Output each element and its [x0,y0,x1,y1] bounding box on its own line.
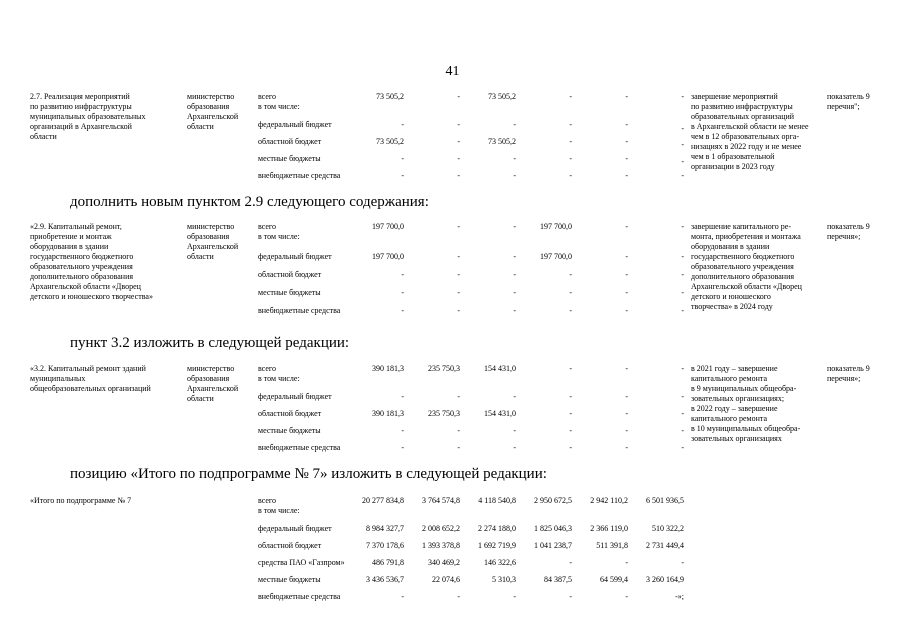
value-cell: 3 764 574,8 [422,496,460,505]
value-cell: - [625,364,628,373]
value-cell: - [457,171,460,180]
text-line: творчества» в 2024 году [691,302,773,311]
source-local: местные бюджеты [258,575,321,584]
value-cell: 1 393 378,8 [422,541,460,550]
value-cell: - [457,120,460,129]
value-cell: - [513,120,516,129]
text-line: Архангельской [187,242,239,251]
value-cell: 7 370 178,6 [366,541,404,550]
source-total: всего [258,496,277,505]
source-total: всего [258,92,277,101]
source-local: местные бюджеты [258,154,321,163]
text-line: Архангельской [187,112,239,121]
source-extrabudget: внебюджетные средства [258,592,341,601]
text-line: монта, приобретения и монтажа [691,232,801,241]
value-cell: - [457,288,460,297]
text-line: показатель 9 [827,364,870,373]
value-cell: 2 950 672,5 [534,496,572,505]
text-line: образовательного учреждения [30,262,133,271]
expected-result [691,222,824,312]
value-cell: - [681,140,684,149]
value-cell: 390 181,3 [372,364,404,373]
text-line: области [187,394,214,403]
text-line: образования [187,232,230,241]
value-cell: 2 942 110,2 [590,496,628,505]
measure-name [30,92,180,142]
source-subtitle: в том числе: [258,374,300,383]
value-cell: - [569,592,572,601]
value-cell: 73 505,2 [488,137,516,146]
value-cell: - [625,426,628,435]
indicator [827,364,887,384]
instruction-heading: пункт 3.2 изложить в следующей редакции: [70,335,350,351]
text-line: приобретение и монтаж [30,232,112,241]
value-cell: - [569,92,572,101]
text-line: дополнительного образования [691,272,795,281]
value-cell: 340 469,2 [428,558,460,567]
measure-name [30,364,180,394]
value-cell: 197 700,0 [372,222,404,231]
value-cell: - [401,120,404,129]
text-line: по развитию инфраструктуры [691,102,793,111]
measure-name [30,496,180,506]
value-cell: - [681,426,684,435]
value-cell: - [681,409,684,418]
text-line: «2.9. Капитальный ремонт, [30,222,122,231]
value-cell: - [457,592,460,601]
value-cell: - [681,124,684,133]
value-cell: - [625,288,628,297]
value-cell: 235 750,3 [428,364,460,373]
value-cell: - [513,222,516,231]
value-cell: - [625,252,628,261]
value-cell: - [513,426,516,435]
text-line: Архангельской [187,384,239,393]
text-line: оборудования в здании [691,242,770,251]
source-local: местные бюджеты [258,426,321,435]
value-cell: - [569,364,572,373]
value-cell: 2 274 188,0 [478,524,516,533]
text-line: детского и юношеского [691,292,771,301]
expected-result [691,92,824,172]
value-cell: - [401,171,404,180]
value-cell: - [569,392,572,401]
value-cell: - [513,252,516,261]
value-cell: 84 387,5 [544,575,572,584]
text-line: в 9 муниципальных общеобра- [691,384,797,393]
source-subtitle: в том числе: [258,506,300,515]
value-cell: - [513,392,516,401]
value-cell: - [625,270,628,279]
value-cell: - [513,270,516,279]
text-line: образования [187,102,230,111]
source-total: всего [258,222,277,231]
source-federal: федеральный бюджет [258,120,332,129]
value-cell: - [513,154,516,163]
page-number: 41 [445,64,460,79]
text-line: показатель 9 [827,222,870,231]
value-cell: 3 260 164,9 [646,575,684,584]
value-cell: - [457,426,460,435]
text-line: организаций в Архангельской [30,122,132,131]
value-cell: 154 431,0 [484,364,516,373]
text-line: образовательных организаций [691,112,795,121]
value-cell: 8 984 327,7 [366,524,404,533]
value-cell: 197 700,0 [540,222,572,231]
value-cell: - [569,558,572,567]
value-cell: 5 310,3 [492,575,516,584]
value-cell: 2 366 119,0 [590,524,628,533]
value-cell: - [457,92,460,101]
value-cell: - [457,137,460,146]
value-cell: - [513,306,516,315]
value-cell: 486 791,8 [372,558,404,567]
text-line: министерство [187,364,235,373]
text-line: перечня"; [827,102,860,111]
source-federal: федеральный бюджет [258,524,332,533]
source-extrabudget: внебюджетные средства [258,306,341,315]
value-cell: - [569,154,572,163]
value-cell: 2 731 449,4 [646,541,684,550]
value-cell: 73 505,2 [376,137,404,146]
value-cell: 73 505,2 [376,92,404,101]
value-cell: - [569,137,572,146]
value-cell: - [625,171,628,180]
value-cell: 146 322,6 [484,558,516,567]
value-cell: - [569,120,572,129]
value-cell: - [625,558,628,567]
text-line: организации в 2023 году [691,162,775,171]
value-cell: - [401,270,404,279]
value-cell: - [681,222,684,231]
text-line: муниципальных образовательных [30,112,146,121]
source-federal: федеральный бюджет [258,392,332,401]
text-line: завершение капитального ре- [691,222,792,231]
source-regional: областной бюджет [258,270,322,279]
value-cell: 3 436 536,7 [366,575,404,584]
text-line: образования [187,374,230,383]
value-cell: - [625,409,628,418]
text-line: зовательных организациях; [691,394,785,403]
value-cell: - [457,270,460,279]
text-line: по развитию инфраструктуры [30,102,132,111]
value-cell: - [625,154,628,163]
source-extrabudget: внебюджетные средства [258,171,341,180]
value-cell: - [457,306,460,315]
value-cell: - [569,306,572,315]
value-cell: - [457,252,460,261]
text-line: детского и юношеского творчества» [30,292,153,301]
text-line: образовательного учреждения [691,262,794,271]
source-gazprom: средства ПАО «Газпром» [258,558,345,567]
value-cell: - [401,392,404,401]
value-cell: - [681,288,684,297]
text-line: муниципальных [30,374,86,383]
value-cell: 390 181,3 [372,409,404,418]
source-regional: областной бюджет [258,137,322,146]
value-cell: 6 501 936,5 [646,496,684,505]
expected-result [691,364,824,444]
value-cell: - [457,392,460,401]
instruction-heading: дополнить новым пунктом 2.9 следующего содержания: [70,194,429,210]
instruction-heading: позицию «Итого по подпрограмме № 7» изложить в следующей редакции: [70,466,547,482]
source-extrabudget: внебюджетные средства [258,443,341,452]
value-cell: - [457,443,460,452]
value-cell: - [625,222,628,231]
value-cell: - [625,306,628,315]
value-cell: - [681,306,684,315]
text-line: Архангельской области «Дворец [691,282,802,291]
text-line: капитального ремонта [691,374,768,383]
value-cell: 154 431,0 [484,409,516,418]
source-regional: областной бюджет [258,409,322,418]
value-cell: - [681,252,684,261]
indicator [827,222,887,242]
source-regional: областной бюджет [258,541,322,550]
value-cell: 22 074,6 [432,575,460,584]
text-line: министерство [187,92,235,101]
value-cell: - [569,443,572,452]
value-cell: - [681,558,684,567]
source-local: местные бюджеты [258,288,321,297]
value-cell: - [513,592,516,601]
value-cell: - [513,288,516,297]
value-cell: 511 391,8 [596,541,628,550]
value-cell: 1 041 238,7 [534,541,572,550]
value-cell: - [401,426,404,435]
executor [187,92,255,132]
value-cell: - [681,92,684,101]
value-cell: - [681,270,684,279]
value-cell: - [569,270,572,279]
value-cell: - [681,157,684,166]
value-cell: 197 700,0 [372,252,404,261]
text-line: чем в 1 образовательной [691,152,775,161]
measure-name [30,222,180,302]
value-cell: - [513,443,516,452]
value-cell: 1 692 719,9 [478,541,516,550]
value-cell: - [569,288,572,297]
text-line: завершение мероприятий [691,92,778,101]
text-line: государственного бюджетного [30,252,134,261]
value-cell: 1 825 046,3 [534,524,572,533]
text-line: 2.7. Реализация мероприятий [30,92,130,101]
text-line: показатель 9 [827,92,870,101]
text-line: «Итого по подпрограмме № 7 [30,496,132,505]
text-line: области [187,122,214,131]
value-cell: -»; [675,592,684,601]
source-federal: федеральный бюджет [258,252,332,261]
text-line: дополнительного образования [30,272,134,281]
value-cell: 510 322,2 [652,524,684,533]
value-cell: - [401,592,404,601]
value-cell: - [569,171,572,180]
text-line: общеобразовательных организаций [30,384,151,393]
text-line: перечня»; [827,374,861,383]
source-subtitle: в том числе: [258,102,300,111]
value-cell: - [625,92,628,101]
value-cell: - [401,306,404,315]
value-cell: 2 008 652,2 [422,524,460,533]
value-cell: - [681,171,684,180]
text-line: министерство [187,222,235,231]
executor [187,222,255,262]
value-cell: - [569,426,572,435]
text-line: Архангельской области «Дворец [30,282,141,291]
value-cell: - [401,288,404,297]
text-line: в 10 муниципальных общеобра- [691,424,801,433]
value-cell: 197 700,0 [540,252,572,261]
text-line: области [187,252,214,261]
text-line: зовательных организациях [691,434,782,443]
value-cell: 4 118 540,8 [478,496,516,505]
value-cell: 73 505,2 [488,92,516,101]
value-cell: - [625,137,628,146]
text-line: чем в 12 образовательных орга- [691,132,800,141]
text-line: «3.2. Капитальный ремонт зданий [30,364,146,373]
value-cell: - [625,592,628,601]
value-cell: - [681,443,684,452]
value-cell: - [681,392,684,401]
value-cell: - [625,392,628,401]
value-cell: 235 750,3 [428,409,460,418]
value-cell: - [569,409,572,418]
value-cell: - [625,120,628,129]
text-line: низациях в 2022 году и не менее [691,142,802,151]
text-line: в Архангельской области не менее [691,122,809,131]
value-cell: 20 277 834,8 [362,496,404,505]
text-line: области [30,132,57,141]
value-cell: - [513,171,516,180]
indicator [827,92,887,112]
source-total: всего [258,364,277,373]
text-line: перечня»; [827,232,861,241]
value-cell: - [457,154,460,163]
text-line: капитального ремонта [691,414,768,423]
value-cell: - [401,443,404,452]
value-cell: - [625,443,628,452]
text-line: в 2021 году – завершение [691,364,778,373]
text-line: государственного бюджетного [691,252,795,261]
value-cell: 64 599,4 [600,575,628,584]
value-cell: - [401,154,404,163]
text-line: в 2022 году – завершение [691,404,778,413]
text-line: оборудования в здании [30,242,109,251]
value-cell: - [681,364,684,373]
executor [187,364,255,404]
value-cell: - [457,222,460,231]
source-subtitle: в том числе: [258,232,300,241]
